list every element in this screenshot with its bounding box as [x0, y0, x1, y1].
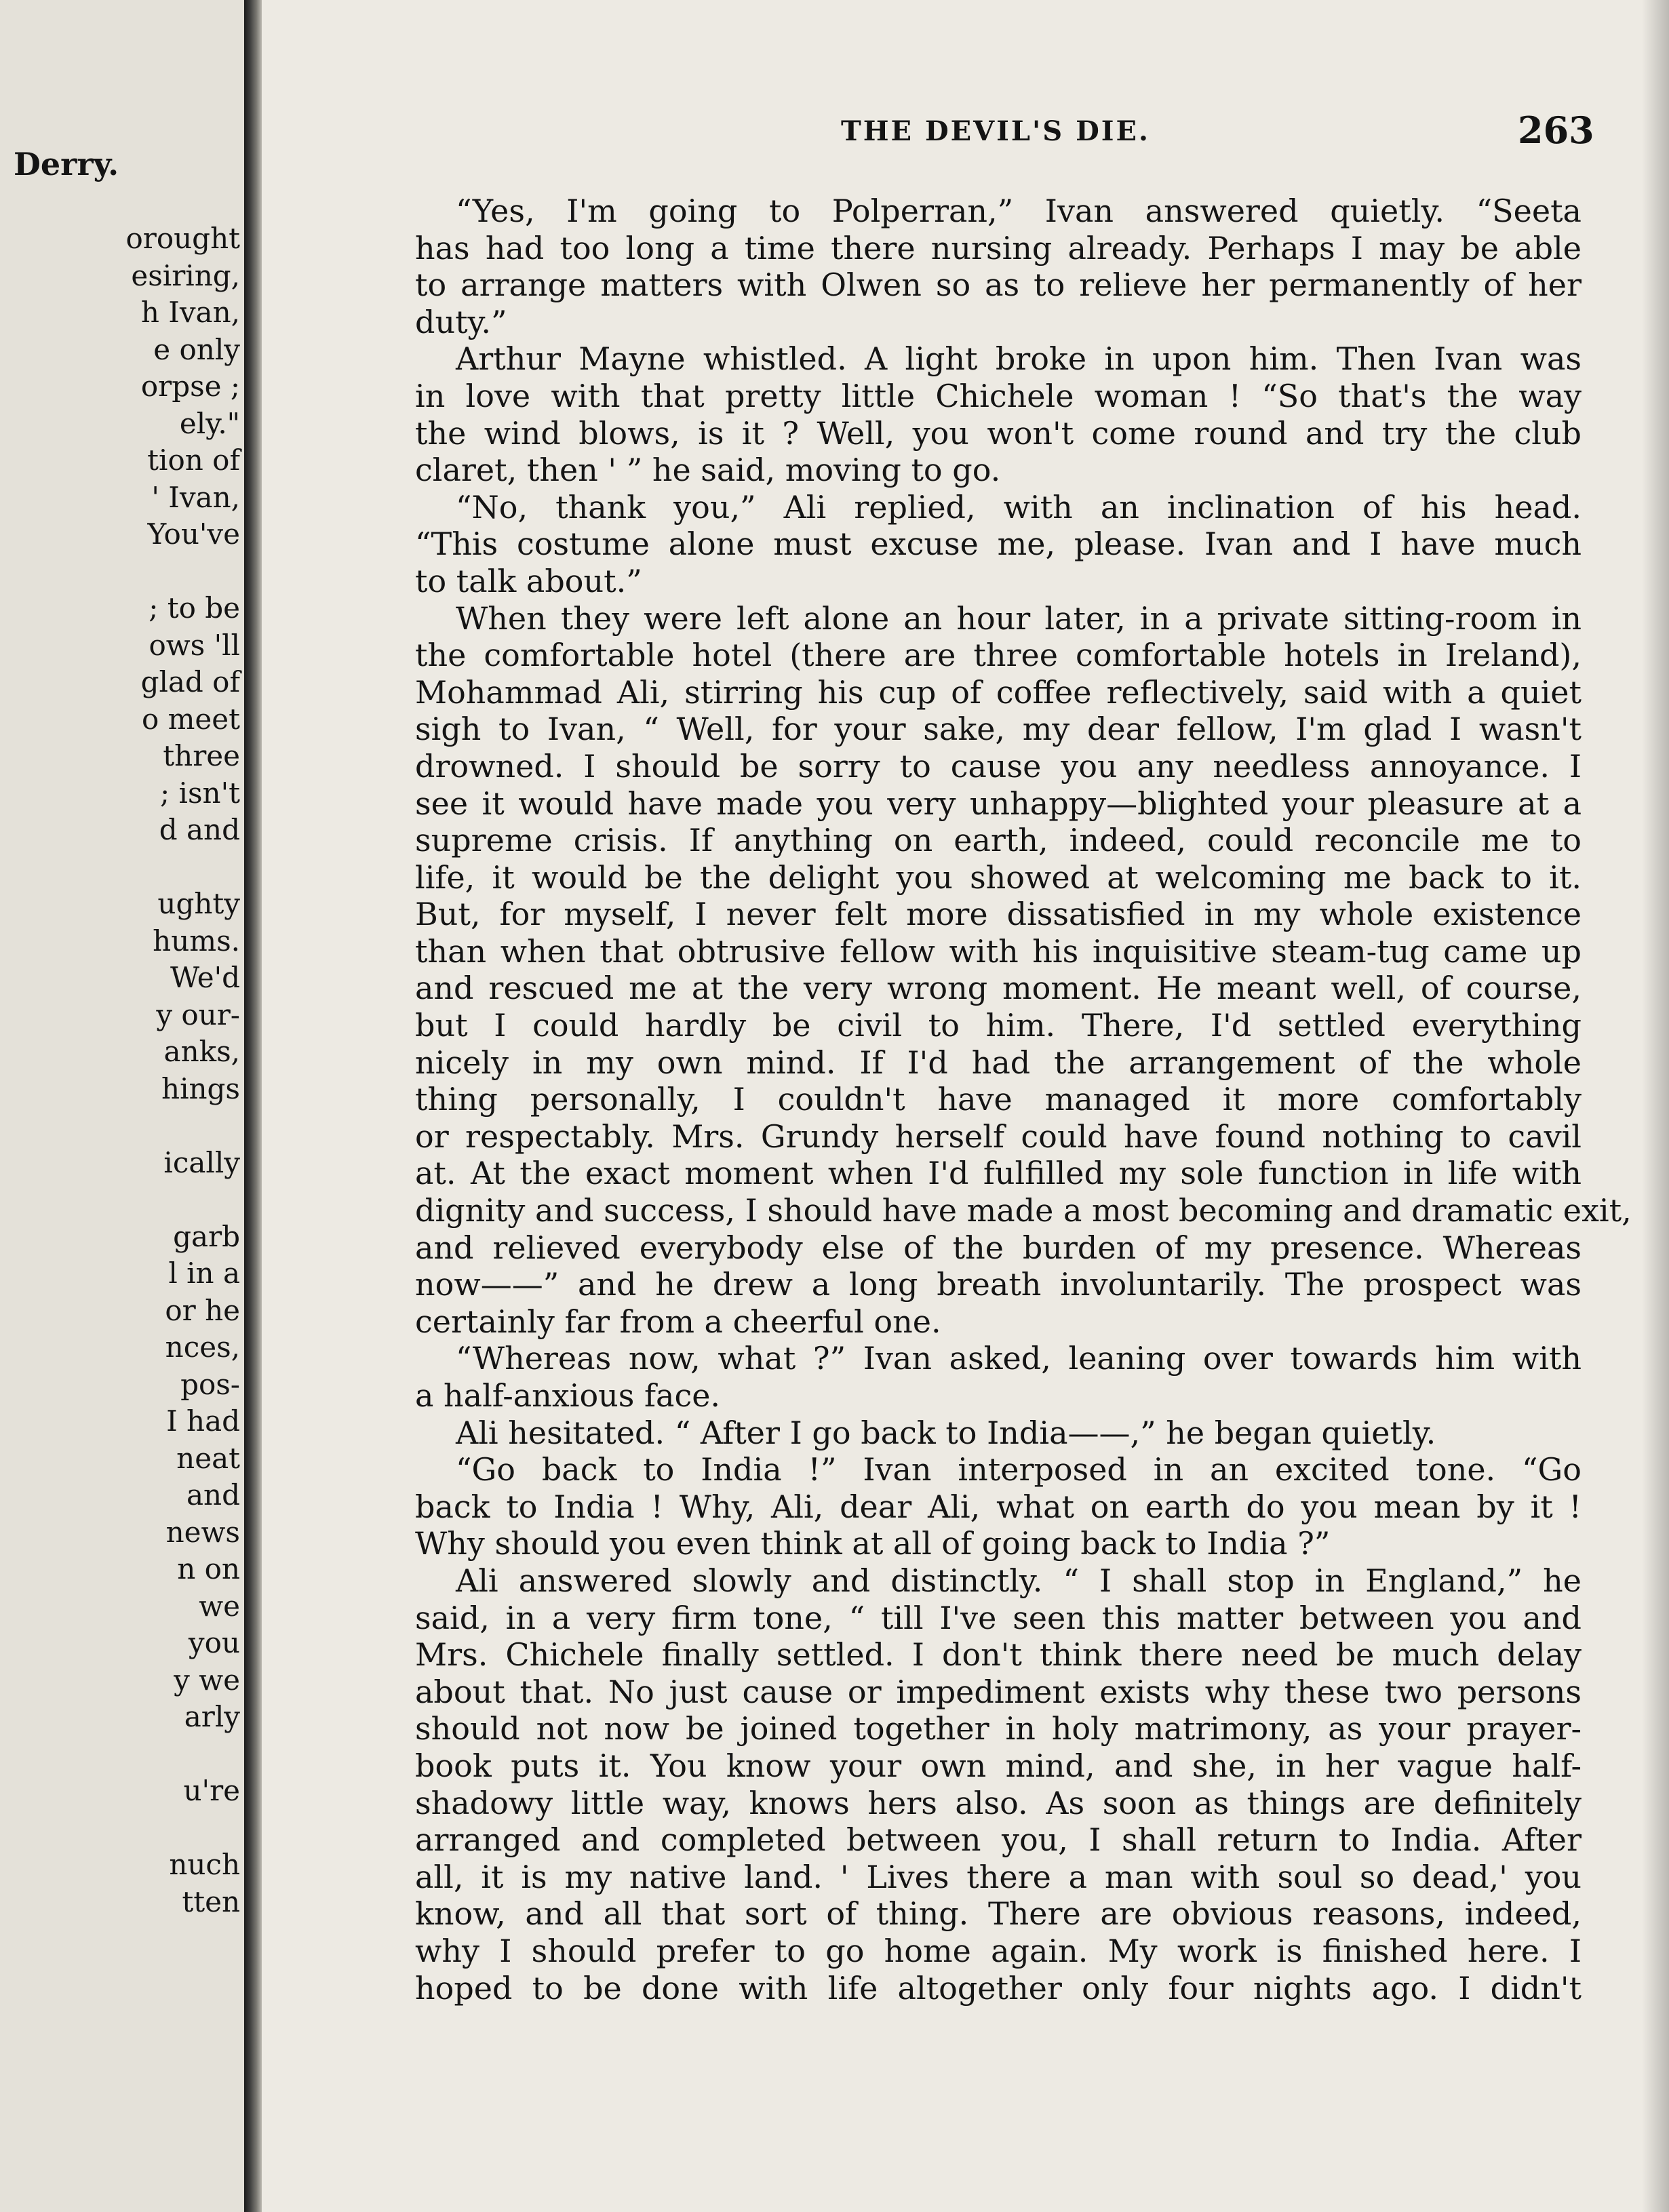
- left-page-line: garb: [173, 1219, 240, 1253]
- text-line: or respectably. Mrs. Grundy herself could have found nothing to cavil: [415, 1118, 1582, 1155]
- text-line: shadowy little way, knows hers also. As soon as things are definitely: [415, 1784, 1582, 1821]
- page-edge-shadow: [1642, 0, 1669, 2212]
- left-page-line: o meet: [141, 702, 240, 736]
- left-page-line: tion of: [147, 443, 240, 477]
- text-line: When they were left alone an hour later, in a private sitting-room in: [456, 599, 1582, 637]
- left-page-line: h Ivan,: [140, 296, 240, 329]
- text-line: Mrs. Chichele finally settled. I don't think there need be much delay: [415, 1636, 1582, 1674]
- left-page-line: we: [199, 1589, 240, 1623]
- page-number: 263: [1518, 108, 1594, 152]
- text-line: to talk about.”: [415, 562, 642, 599]
- left-page-line: ; to be: [149, 591, 240, 625]
- text-line: in love with that pretty little Chichele woman ! “So that's the way: [415, 377, 1582, 414]
- text-line: but I could hardly be civil to him. There, I'd settled everything: [415, 1007, 1582, 1044]
- left-page-line: or he: [165, 1293, 240, 1327]
- text-line: Mohammad Ali, stirring his cup of coffee reflectively, said with a quiet: [415, 673, 1582, 711]
- left-page-line: three: [163, 739, 240, 772]
- left-page-line: y we: [174, 1663, 240, 1697]
- left-page-line: d and: [159, 813, 240, 846]
- left-page-line: hings: [161, 1071, 240, 1105]
- text-line: certainly far from a cheerful one.: [415, 1303, 941, 1340]
- text-line: “Go back to India !” Ivan interposed in an excited tone. “Go: [456, 1451, 1582, 1488]
- left-page-line: glad of: [140, 665, 240, 698]
- left-page-line: esiring,: [131, 258, 240, 292]
- text-line: nicely in my own mind. If I'd had the arrangement of the whole: [415, 1044, 1582, 1081]
- left-page-line: I had: [166, 1404, 240, 1438]
- left-page-line: pos-: [180, 1367, 240, 1401]
- text-line: claret, then ' ” he said, moving to go.: [415, 452, 1001, 489]
- left-page-line: arly: [184, 1700, 240, 1733]
- text-line: duty.”: [415, 303, 507, 340]
- text-line: the wind blows, is it ? Well, you won't come round and try the club: [415, 414, 1582, 452]
- left-page-line: orought: [125, 222, 240, 255]
- text-line: Ali answered slowly and distinctly. “ I shall stop in England,” he: [456, 1562, 1582, 1599]
- left-page-line: You've: [147, 517, 240, 551]
- text-line: Ali hesitated. “ After I go back to India——,” he began quietly.: [456, 1414, 1436, 1451]
- text-line: But, for myself, I never felt more dissatisfied in my whole existence: [415, 896, 1582, 933]
- text-line: drowned. I should be sorry to cause you any needless annoyance. I: [415, 747, 1582, 785]
- left-page-line: ows 'll: [149, 628, 240, 662]
- text-line: Why should you even think at all of going back to India ?”: [415, 1525, 1331, 1562]
- text-line: life, it would be the delight you showed at welcoming me back to it.: [415, 858, 1582, 896]
- left-page-line: neat: [176, 1441, 240, 1475]
- text-line: to arrange matters with Olwen so as to relieve her permanently of her: [415, 266, 1582, 304]
- book-gutter: [244, 0, 262, 2212]
- text-line: the comfortable hotel (there are three comfortable hotels in Ireland),: [415, 637, 1582, 674]
- text-line: about that. No just cause or impediment exists why these two persons: [415, 1673, 1582, 1710]
- text-line: back to India ! Why, Ali, dear Ali, what on earth do you mean by it !: [415, 1488, 1582, 1525]
- left-page-line: n on: [177, 1552, 240, 1585]
- text-line: should not now be joined together in holy matrimony, as your prayer-: [415, 1710, 1582, 1747]
- left-page-line: We'd: [170, 961, 240, 994]
- text-line: hoped to be done with life altogether only four nights ago. I didn't: [415, 1969, 1582, 2007]
- text-line: “Yes, I'm going to Polperran,” Ivan answered quietly. “Seeta: [456, 193, 1582, 229]
- text-line: all, it is my native land. ' Lives there a man with soul so dead,' you: [415, 1858, 1582, 1895]
- text-line: “This costume alone must excuse me, please. Ivan and I have much: [415, 526, 1582, 563]
- text-line: book puts it. You know your own mind, and she, in her vague half-: [415, 1747, 1582, 1784]
- text-line: see it would have made you very unhappy—blighted your pleasure at a: [415, 785, 1582, 822]
- text-line: a half-anxious face.: [415, 1377, 721, 1414]
- running-head: THE DEVIL'S DIE.: [841, 115, 1150, 147]
- text-line: sigh to Ivan, “ Well, for your sake, my dear fellow, I'm glad I wasn't: [415, 711, 1582, 748]
- left-page-line: orpse ;: [140, 370, 240, 403]
- text-line: Arthur Mayne whistled. A light broke in upon him. Then Ivan was: [456, 340, 1582, 378]
- text-line: said, in a very firm tone, “ till I've seen this matter between you and: [415, 1599, 1582, 1636]
- text-line: “No, thank you,” Ali replied, with an inclination of his head.: [456, 488, 1582, 526]
- left-page-line: ughty: [157, 887, 240, 920]
- left-page-line: u're: [183, 1774, 240, 1807]
- left-page-line: nces,: [165, 1330, 240, 1364]
- left-page-line: l in a: [168, 1257, 240, 1290]
- text-line: and rescued me at the very wrong moment. He meant well, of course,: [415, 970, 1582, 1007]
- text-line: know, and all that sort of thing. There are obvious reasons, indeed,: [415, 1895, 1582, 1933]
- text-line: than when that obtrusive fellow with his inquisitive steam-tug came up: [415, 932, 1582, 970]
- text-line: dignity and success, I should have made a most becoming and dramatic exit,: [415, 1192, 1632, 1229]
- left-page-line: e only: [153, 332, 240, 366]
- left-page-fragment: [0, 0, 244, 2212]
- left-page-line: anks,: [163, 1035, 240, 1068]
- left-page-line: ically: [163, 1145, 240, 1179]
- left-page-line: and: [186, 1478, 240, 1512]
- left-page-header: Derry.: [14, 146, 119, 182]
- left-page-line: tten: [182, 1884, 240, 1918]
- text-line: now——” and he drew a long breath involuntarily. The prospect was: [415, 1266, 1582, 1303]
- left-page-line: news: [165, 1515, 240, 1549]
- text-line: why I should prefer to go home again. My work is finished here. I: [415, 1932, 1582, 1969]
- text-line: arranged and completed between you, I shall return to India. After: [415, 1821, 1582, 1859]
- left-page-line: ; isn't: [160, 776, 240, 810]
- left-page-line: ' Ivan,: [151, 480, 240, 514]
- text-line: has had too long a time there nursing already. Perhaps I may be able: [415, 229, 1582, 266]
- left-page-line: y our-: [156, 998, 240, 1031]
- text-line: “Whereas now, what ?” Ivan asked, leaning over towards him with: [456, 1340, 1582, 1377]
- text-line: supreme crisis. If anything on earth, indeed, could reconcile me to: [415, 822, 1582, 859]
- text-line: and relieved everybody else of the burden of my presence. Whereas: [415, 1229, 1582, 1266]
- left-page-line: nuch: [169, 1848, 240, 1881]
- text-line: thing personally, I couldn't have managed it more comfortably: [415, 1081, 1582, 1118]
- left-page-line: ely.": [179, 406, 240, 440]
- left-page-line: you: [188, 1626, 240, 1659]
- text-line: at. At the exact moment when I'd fulfilled my sole function in life with: [415, 1155, 1582, 1192]
- body-text: [415, 193, 1632, 2007]
- left-page-line: hums.: [153, 924, 240, 957]
